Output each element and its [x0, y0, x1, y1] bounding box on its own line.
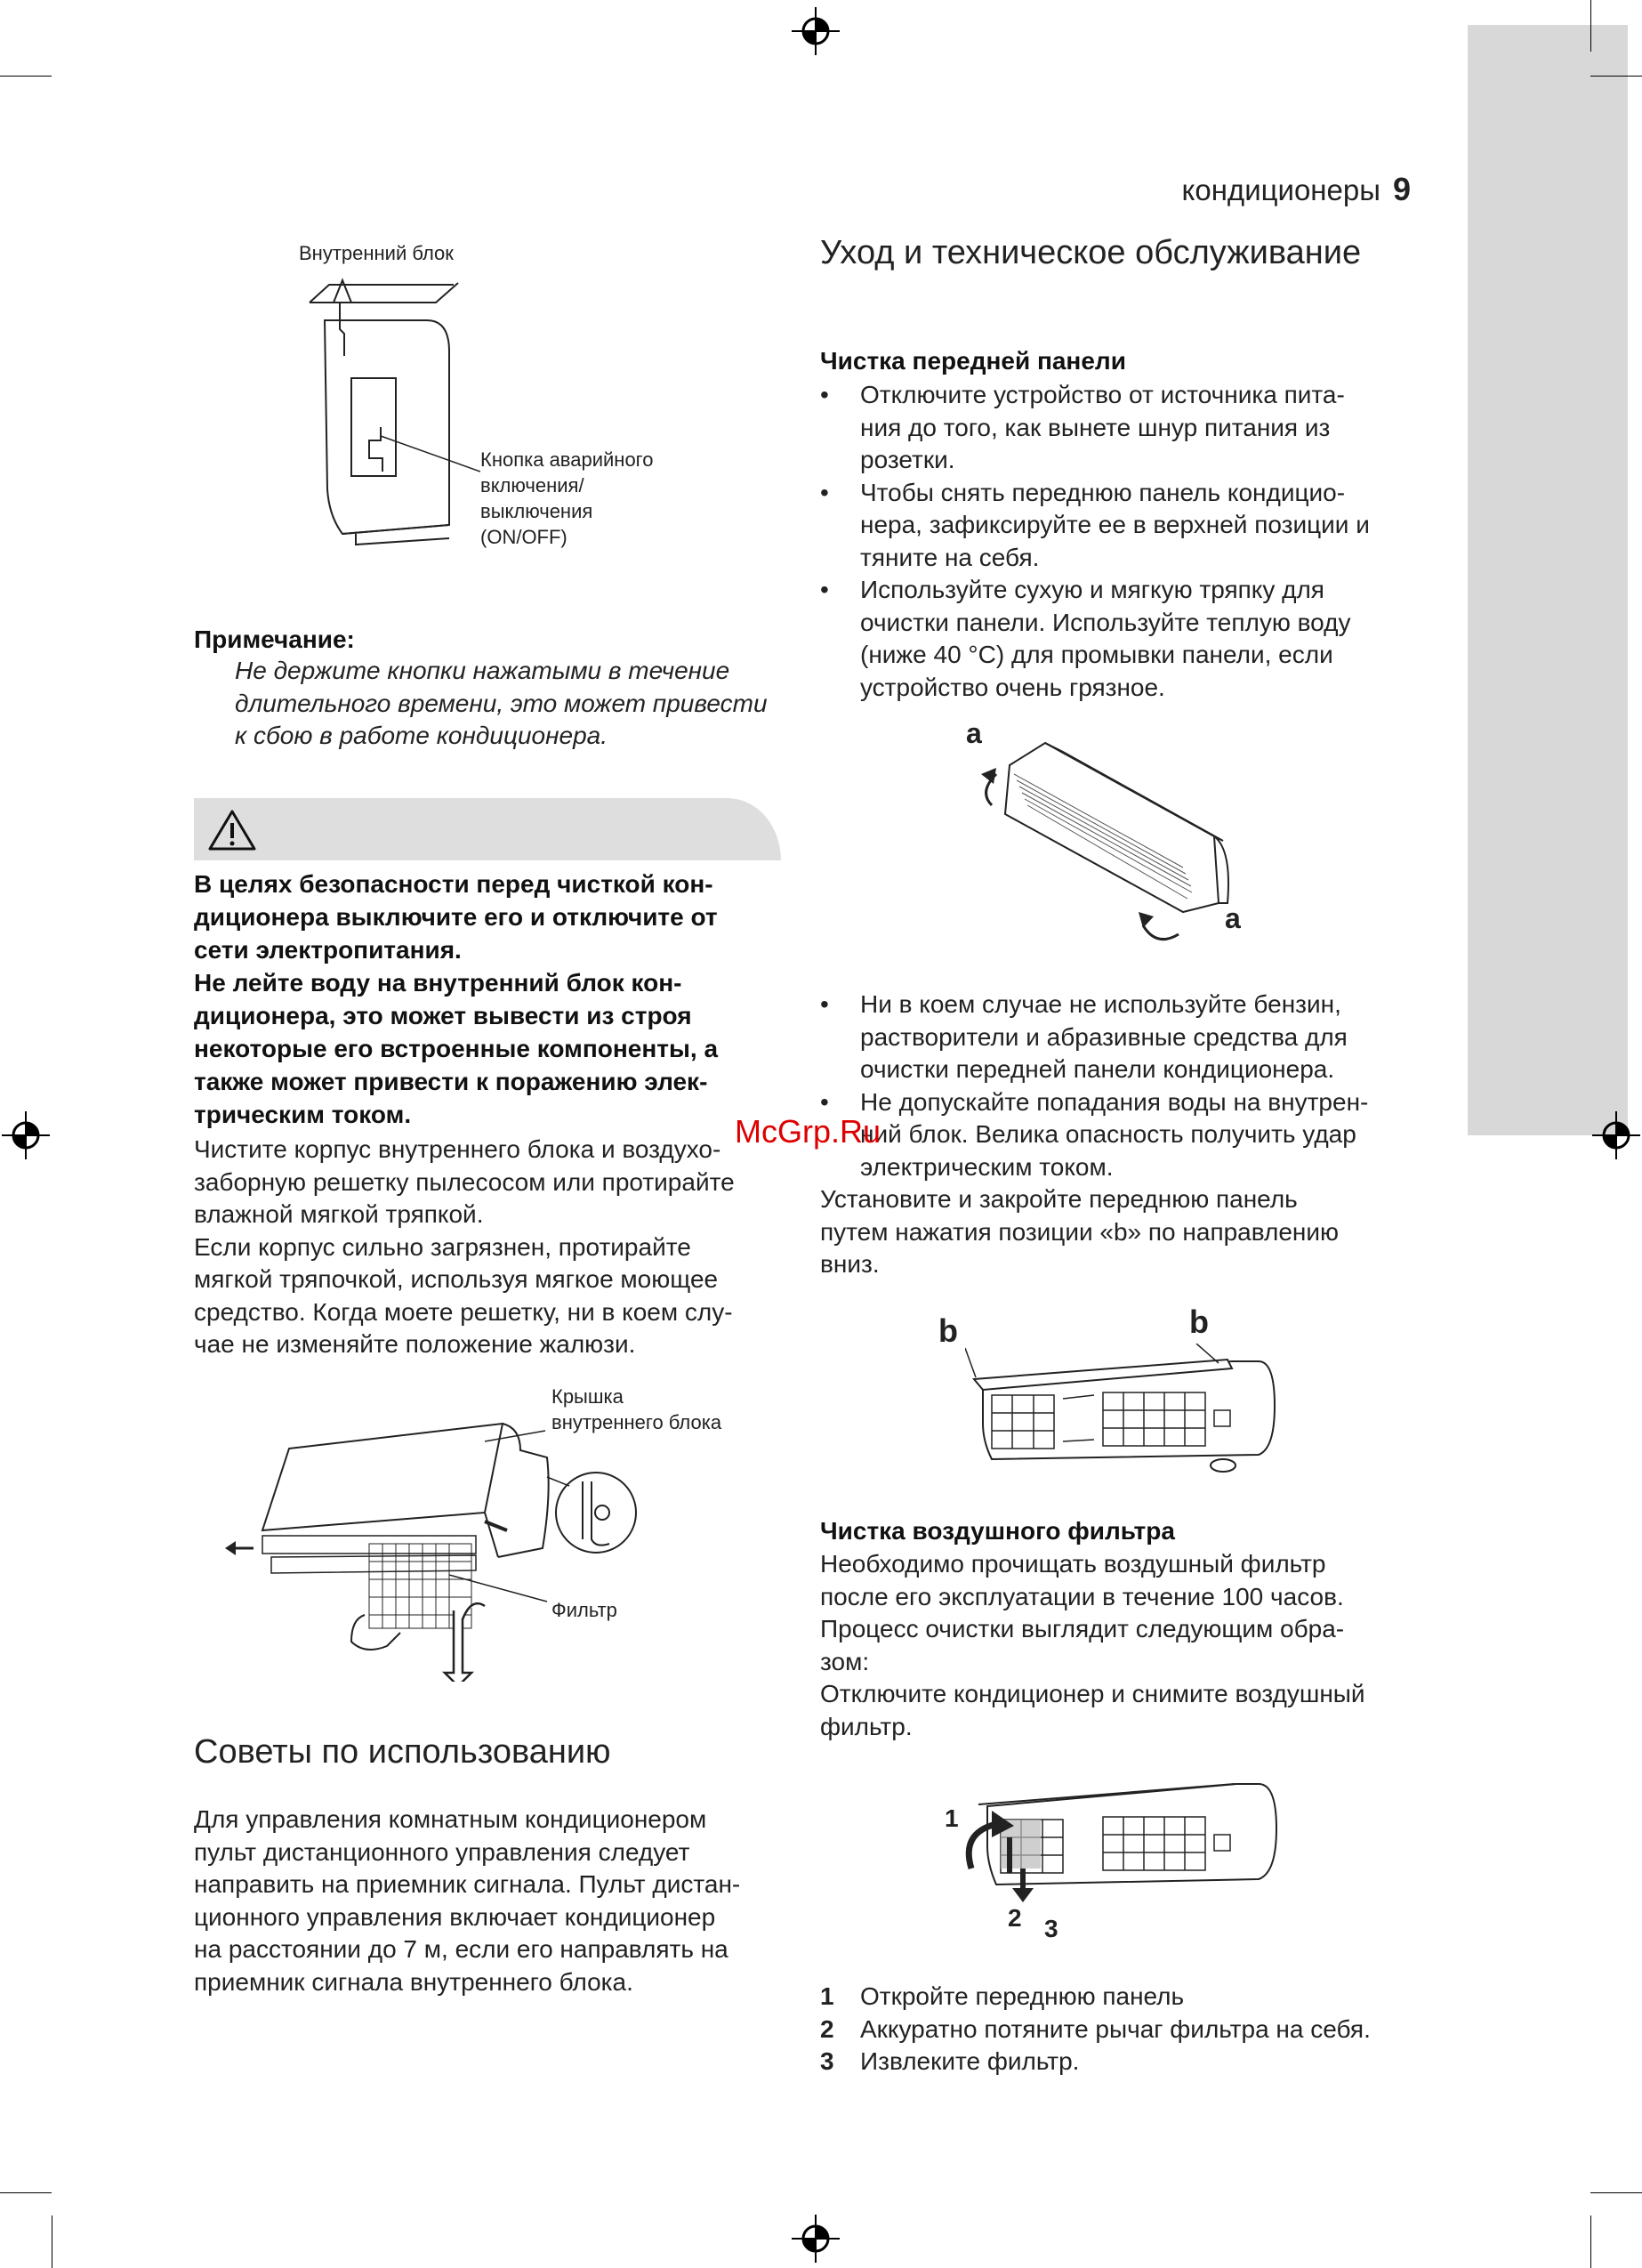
text-line: (ниже 40 °С) для промывки панели, если: [860, 641, 1333, 668]
note-title: Примечание:: [194, 626, 355, 653]
text-line: средство. Когда моете решетку, ни в коем слу-: [194, 1297, 733, 1326]
text-line: тяните на себя.: [860, 543, 1040, 571]
fig-label-b: b: [1189, 1303, 1209, 1340]
text-line: розетки.: [860, 446, 955, 473]
warning-line: также может привести к поражению элек-: [194, 1068, 708, 1095]
text-line: • Ни в коем случае не используйте бензин,: [860, 990, 1341, 1018]
step-text: Извлеките фильтр.: [860, 2047, 1080, 2075]
text-line: чае не изменяйте положение жалюзи.: [194, 1330, 636, 1358]
step-number: 3: [820, 2047, 834, 2075]
side-tab: [1468, 25, 1628, 1135]
text-line: ционного управления включает кондиционер: [194, 1902, 716, 1931]
text-line: Для управления комнатным кондиционером: [194, 1805, 707, 1833]
text-line: зом:: [820, 1647, 870, 1675]
text-line: • Используйте сухую и мягкую тряпку для: [860, 576, 1324, 603]
text-line: нера, зафиксируйте ее в верхней позиции и: [860, 511, 1370, 538]
crop-mark: [1590, 2216, 1591, 2268]
step-number: 1: [820, 1982, 834, 2010]
note-text: Не держите кнопки нажатыми в течение длительного времени, это может привести к сбою в работе кондиционера.: [235, 657, 768, 749]
step-text: Аккуратно потяните рычаг фильтра на себя.: [860, 2014, 1371, 2043]
crop-mark: [1590, 76, 1642, 77]
bullet-item: [820, 477, 1425, 575]
registration-mark: [790, 2213, 841, 2264]
text-line: электрическим током.: [860, 1152, 1114, 1181]
fig-label-step-1: 1: [945, 1804, 959, 1832]
care-title: Уход и техническое обслуживание: [820, 234, 1362, 271]
page-header: [1182, 171, 1411, 208]
text-line: на расстоянии до 7 м, если его направлять на: [194, 1935, 728, 1963]
warning-text: [194, 868, 799, 1131]
text-line: влажной мягкой тряпкой.: [194, 1200, 484, 1228]
text-line: после его эксплуатации в течение 100 часов.: [820, 1582, 1344, 1610]
crop-mark: [1590, 2192, 1642, 2193]
warning-bar: [194, 798, 781, 860]
text-line: • Не допускайте попадания воды на внутрен-: [860, 1087, 1369, 1116]
step-item: [820, 1981, 1443, 2014]
warning-line: некоторые его встроенные компоненты, а: [194, 1035, 719, 1062]
fig-label-b: b: [938, 1312, 958, 1349]
front-panel-removal-illustration: [956, 725, 1250, 956]
bullet-item: [820, 989, 1425, 1086]
fig-label-step-2: 2: [1008, 1904, 1022, 1932]
indoor-unit-illustration: [302, 267, 480, 552]
warning-line: трическим током.: [194, 1101, 412, 1128]
text-line: ния до того, как вынете шнур питания из: [860, 413, 1331, 441]
label-line: включения/: [480, 474, 584, 496]
text-line: растворители и абразивные средства для: [860, 1022, 1348, 1051]
registration-mark: [790, 5, 841, 57]
clean-body-text: [194, 1134, 799, 1361]
text-line: очистки панели. Используйте теплую воду: [860, 608, 1351, 636]
front-panel-bullets: [820, 379, 1425, 704]
text-line: вниз.: [820, 1250, 880, 1278]
text-line: пульт дистанционного управления следует: [194, 1837, 690, 1866]
text-line: Установите и закройте переднюю панель: [820, 1185, 1298, 1213]
cover-filter-illustration: [218, 1415, 654, 1682]
text-line: заборную решетку пылесосом или протирайте: [194, 1167, 735, 1196]
install-text: [820, 1183, 1443, 1281]
fig-label-a: a: [966, 717, 982, 749]
crop-mark: [0, 2192, 52, 2193]
step-text: Откройте переднюю панель: [860, 1982, 1185, 2010]
text-line: • Чтобы снять переднюю панель кондицио-: [860, 478, 1346, 506]
text-line: Чистите корпус внутреннего блока и воздухо-: [194, 1135, 721, 1163]
bullet-item: [820, 379, 1425, 477]
fig-label-filter: Фильтр: [551, 1599, 617, 1621]
fig-label-step-3: 3: [1044, 1915, 1058, 1942]
warning-line: диционера, это может вывести из строя: [194, 1002, 692, 1029]
text-line: устройство очень грязное.: [860, 673, 1165, 701]
header-section: кондиционеры: [1181, 174, 1380, 206]
front-panel-title: Чистка передней панели: [820, 347, 1126, 375]
fig-label-cover: [551, 1384, 721, 1435]
fig-label-emergency-button: [480, 447, 653, 550]
text-line: Процесс очистки выглядит следующим обра-: [820, 1615, 1345, 1642]
fig-label-indoor-unit: Внутренний блок: [299, 242, 454, 264]
front-panel-install-illustration: [965, 1344, 1285, 1477]
text-line: мягкой тряпочкой, используя мягкое моющее: [194, 1265, 719, 1293]
watermark: McGrp.Ru: [735, 1113, 881, 1150]
text-line: приемник сигнала внутреннего блока.: [194, 1967, 633, 1996]
registration-mark: [1590, 1110, 1642, 1161]
warning-line: диционера выключите его и отключите от: [194, 903, 718, 931]
label-line: внутреннего блока: [551, 1411, 722, 1433]
text-line: направить на приемник сигнала. Пульт дистан-: [194, 1870, 741, 1898]
fig-label-a: a: [1225, 902, 1241, 934]
warning-icon: [206, 808, 258, 852]
text-line: Если корпус сильно загрязнен, протирайте: [194, 1232, 691, 1261]
label-line: Крышка: [551, 1385, 624, 1408]
warning-line: В целях безопасности перед чисткой кон-: [194, 870, 713, 898]
warning-line: Не лейте воду на внутренний блок кон-: [194, 969, 682, 997]
step-item: [820, 2014, 1443, 2046]
label-line: выключения: [480, 500, 593, 522]
registration-mark: [0, 1110, 52, 1161]
text-line: • Отключите устройство от источника пита-: [860, 381, 1345, 408]
tips-title: Советы по использованию: [194, 1733, 611, 1771]
filter-title: Чистка воздушного фильтра: [820, 1517, 1175, 1545]
text-line: путем нажатия позиции «b» по направлению: [820, 1217, 1339, 1246]
text-line: фильтр.: [820, 1712, 913, 1740]
bullet-item: [820, 1086, 1425, 1184]
filter-text: [820, 1548, 1443, 1743]
crop-mark: [1590, 0, 1591, 52]
text-line: Отключите кондиционер и снимите воздушный: [820, 1680, 1365, 1707]
filter-steps: [820, 1981, 1443, 2078]
tips-text: [194, 1804, 799, 1998]
warning-line: сети электропитания.: [194, 936, 462, 964]
label-line: (ON/OFF): [480, 526, 567, 548]
label-line: Кнопка аварийного: [480, 448, 654, 471]
text-line: ний блок. Велика опасность получить удар: [860, 1120, 1356, 1148]
step-item: [820, 2046, 1443, 2078]
page-number: 9: [1392, 171, 1411, 207]
text-line: очистки передней панели кондиционера.: [860, 1055, 1335, 1083]
text-line: Необходимо прочищать воздушный фильтр: [820, 1550, 1326, 1578]
step-number: 2: [820, 2014, 834, 2043]
filter-removal-illustration: [952, 1780, 1290, 1935]
bullet-item: [820, 574, 1425, 704]
crop-mark: [0, 76, 52, 77]
front-panel-bullets-2: [820, 989, 1425, 1183]
